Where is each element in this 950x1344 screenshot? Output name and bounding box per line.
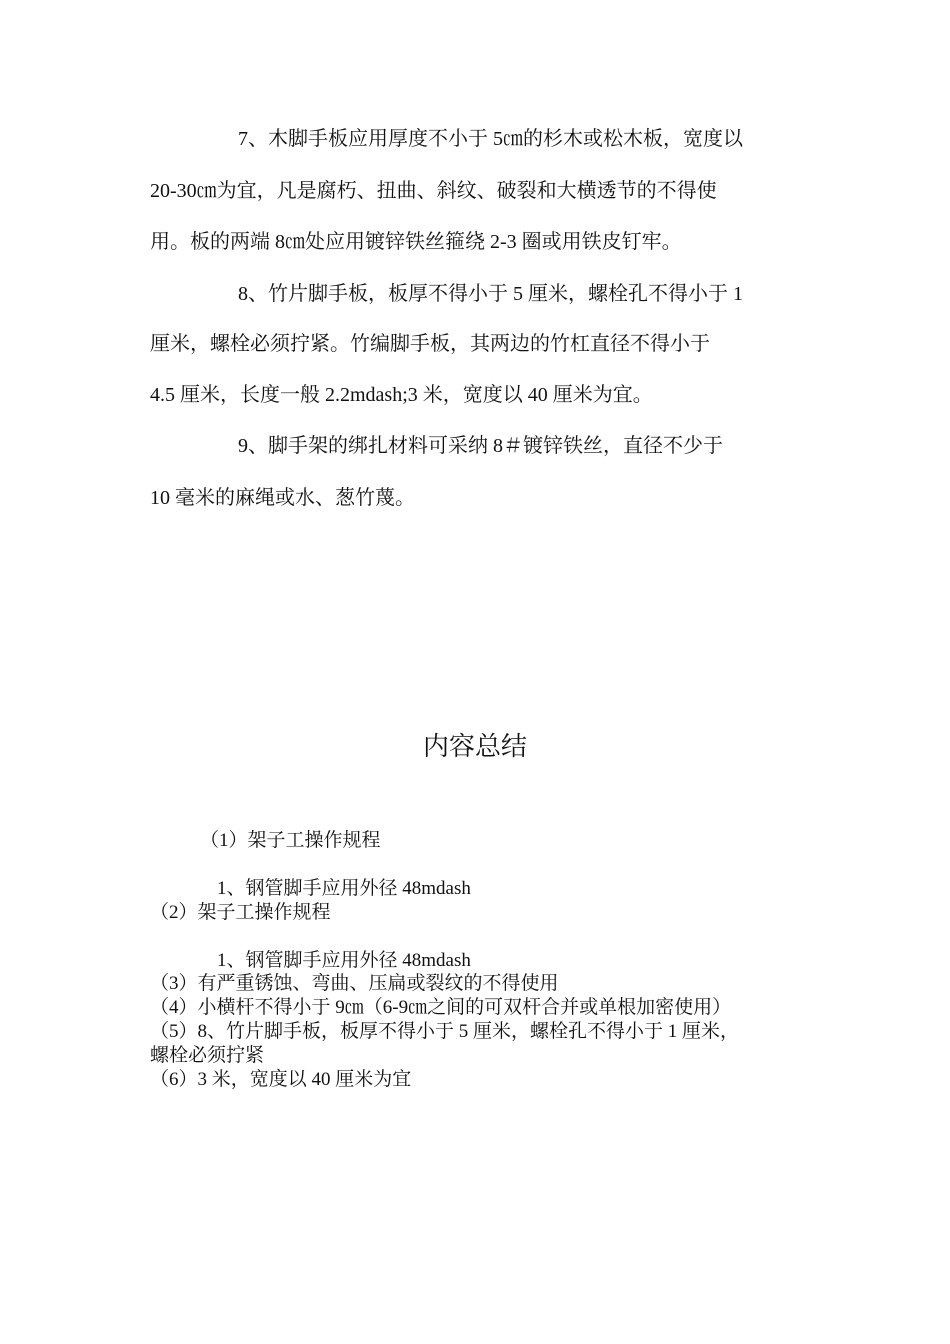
- summary-item-2-detail: 1、钢管脚手应用外径 48mdash: [217, 950, 471, 971]
- paragraph-7-line-1: 7、木脚手板应用厚度不小于 5㎝的杉木或松木板，宽度以: [238, 128, 743, 150]
- paragraph-8-line-3: 4.5 厘米，长度一般 2.2mdash;3 米，宽度以 40 厘米为宜。: [150, 384, 653, 406]
- paragraph-9-line-2: 10 毫米的麻绳或水、葱竹蔑。: [150, 487, 415, 509]
- summary-item-2: （2）架子工操作规程: [150, 902, 331, 923]
- paragraph-8-line-2: 厘米，螺栓必须拧紧。竹编脚手板，其两边的竹杠直径不得小于: [150, 333, 710, 355]
- summary-item-5: （5）8、竹片脚手板，板厚不得小于 5 厘米，螺栓孔不得小于 1 厘米，: [150, 1021, 740, 1042]
- summary-item-5-cont: 螺栓必须拧紧: [150, 1045, 265, 1066]
- paragraph-8-line-1: 8、竹片脚手板，板厚不得小于 5 厘米，螺栓孔不得小于 1: [238, 283, 743, 305]
- summary-item-6: （6）3 米，宽度以 40 厘米为宜: [150, 1069, 412, 1090]
- summary-item-1-detail: 1、钢管脚手应用外径 48mdash: [217, 878, 471, 899]
- paragraph-9-line-1: 9、脚手架的绑扎材料可采纳 8＃镀锌铁丝，直径不少于: [238, 435, 723, 457]
- summary-title: 内容总结: [422, 732, 527, 761]
- paragraph-7-line-3: 用。板的两端 8㎝处应用镀锌铁丝箍绕 2-3 圈或用铁皮钉牢。: [150, 231, 682, 253]
- summary-item-3: （3）有严重锈蚀、弯曲、压扁或裂纹的不得使用: [150, 973, 559, 994]
- summary-item-1: （1）架子工操作规程: [200, 830, 381, 851]
- summary-item-4: （4）小横杆不得小于 9㎝（6-9㎝之间的可双杆合并或单根加密使用）: [150, 997, 732, 1018]
- paragraph-7-line-2: 20-30㎝为宜，凡是腐朽、扭曲、斜纹、破裂和大横透节的不得使: [150, 180, 717, 202]
